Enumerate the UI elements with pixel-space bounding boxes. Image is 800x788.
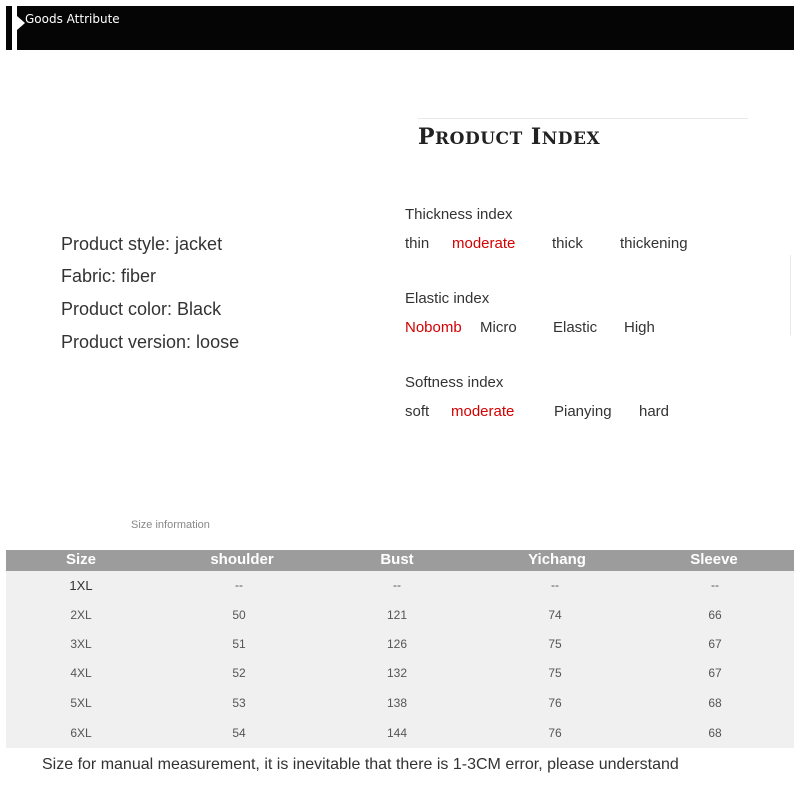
elastic-option-micro: Micro [480,319,517,336]
table-row [6,696,794,725]
title-rest-ndex: NDEX [541,129,601,149]
cell-shoulder: 50 [232,608,246,622]
header-yichang: Yichang [528,551,586,568]
softness-index-label: Softness index [405,374,504,391]
product-index-title [418,124,600,150]
thickness-option-thickening: thickening [620,235,688,252]
header-size: Size [65,551,97,568]
attr-product-color: Product color: Black [61,299,222,319]
divider-line [790,255,791,335]
cell-yichang: 76 [548,726,562,740]
table-row [6,666,794,695]
thickness-option-thin: thin [405,235,430,252]
attr-product-style: Product style: jacket [61,234,223,254]
size-information-label: Size information [131,519,210,531]
elastic-option-nobomb: Nobomb [405,319,462,336]
cell-size: 4XL [70,666,92,680]
table-row [6,637,794,666]
cell-yichang: 74 [548,608,562,622]
cell-size: 1XL [69,578,93,593]
title-initial-i: I [530,124,542,150]
softness-option-moderate: moderate [451,403,515,420]
cell-size: 3XL [70,637,92,651]
header-arrow-icon [17,16,25,30]
title-initial-p: P [418,124,436,150]
attr-product-version: Product version: loose [61,332,240,352]
cell-yichang: 76 [548,696,562,710]
cell-sleeve: 66 [708,608,722,622]
cell-sleeve: 67 [708,637,722,651]
cell-sleeve: -- [711,578,719,592]
softness-option-hard: hard [639,403,670,420]
cell-size: 5XL [70,696,92,710]
cell-shoulder: 53 [232,696,246,710]
size-table [6,550,794,748]
thickness-option-thick: thick [552,235,583,252]
cell-bust: 138 [386,696,408,710]
softness-option-pianying: Pianying [554,403,612,420]
cell-shoulder: 54 [232,726,246,740]
cell-sleeve: 68 [708,726,722,740]
table-row [6,608,794,637]
header-bust: Bust [380,551,414,568]
cell-size: 6XL [70,726,92,740]
cell-shoulder: -- [235,578,243,592]
elastic-option-high: High [624,319,655,336]
cell-sleeve: 68 [708,696,722,710]
elastic-index-label: Elastic index [405,290,490,307]
cell-shoulder: 52 [232,666,246,680]
cell-bust: 126 [386,637,408,651]
divider-line [418,118,748,119]
cell-bust: 132 [386,666,408,680]
header-sleeve: Sleeve [690,551,738,568]
thickness-option-moderate: moderate [452,235,516,252]
cell-bust: 121 [386,608,408,622]
header-shoulder: shoulder [210,551,274,568]
cell-bust: 144 [386,726,408,740]
size-table-header [6,550,794,571]
cell-yichang: 75 [548,666,562,680]
cell-yichang: 75 [548,637,562,651]
cell-shoulder: 51 [232,637,246,651]
thickness-index-label: Thickness index [405,206,513,223]
cell-size: 2XL [70,608,92,622]
goods-attribute-header [6,6,794,50]
attr-fabric: Fabric: fiber [61,266,157,286]
measurement-note: Size for manual measurement, it is inevitable that there is 1-3CM error, please understand [42,756,679,773]
table-row [6,726,794,755]
cell-sleeve: 67 [708,666,722,680]
title-rest-roduct: RODUCT [435,129,523,149]
elastic-option-elastic: Elastic [553,319,598,336]
header-title: Goods Attribute [25,12,120,26]
cell-bust: -- [393,578,401,592]
softness-option-soft: soft [405,403,430,420]
cell-yichang: -- [551,578,559,592]
table-row [6,578,794,607]
